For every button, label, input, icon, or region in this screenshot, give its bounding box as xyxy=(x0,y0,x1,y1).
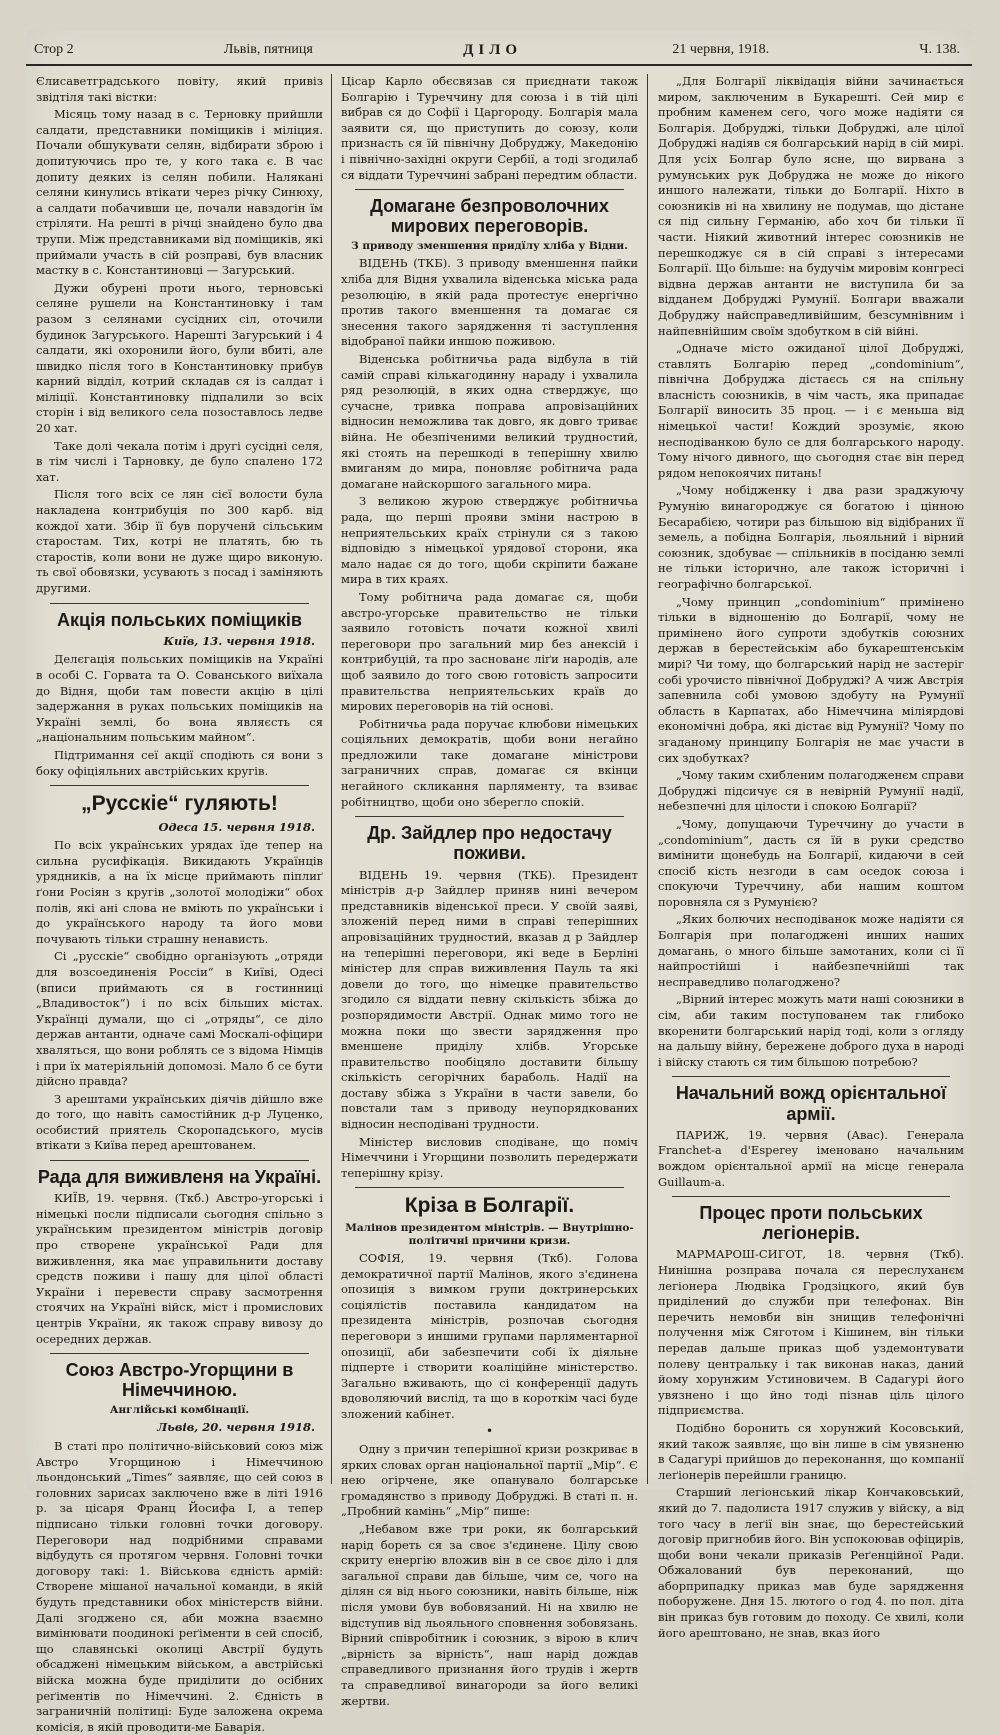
dateline: Одеса 15. червня 1918. xyxy=(158,819,315,834)
divider xyxy=(50,1353,309,1354)
paragraph: ПАРИЖ, 19. червня (Авас). Генерала Franchet-a d'Esperey іменовано начальним вождом орієнтальної армії на місце генерала Guillaum-a. xyxy=(658,1127,964,1189)
paragraph: ВІДЕНЬ (ТКБ). З приводу вменшення пайки хліба для Відня ухвалила віденська міська рада резолюцію, в якій рада протестує енергічно против такого вменшення та домагає ся знесення такого зарядження ті заступлення відобраної пайки иншою поживою. xyxy=(341,256,638,349)
article-title: Домагане безпроволочних мирових переговорів. xyxy=(370,196,609,237)
paragraph: Віденська робітничьа рада відбула в тій самій справі кількагодинну нараду і ухвалила ряд резолюцій, в яких одна стверджує, що сучасне, тривка поправа апровізаційних відносин неможлива так довго, як довго триває війна. Не обезпіченими великий трудностий, які стоять на перешкоді в теперішну хвилю вмиганям до мира, поновляє робітнича рада домагане найскоршого загального мира. xyxy=(341,352,638,491)
paragraph: СОФІЯ, 19. червня (Ткб). Голова демократичної партії Малінов, якого з'єдинена опозиція з вимком групи доктринерських соціялістів поставила кандидатом на президента міністрів, розпочав сьогодня переговори з иншими групами парляментарної опозиції, аби забезпечити собі їх діяльне підперте і створити коаліційне міністерство. Загально вживають, що сі конференції дадуть вдоволяючий вислід, та що в короткім часі буде зложений кабінет. xyxy=(341,1250,638,1421)
paragraph: „Небавом вже три роки, як болгарський нарід бореть ся за своє з'єдинене. Цілу свою скриту енергію вложив він в се своє діло і для загальної справи дав більше, чим се, чого на ділян ся від нього союзники, навіть більше, ніж після умови був вобовязаний. Ні на хвилю не відступив від льояльного сповнення зобовязань. Вірний співробітник і союзник, з вірою в клич „вірність за вірність“, наш нарід дождав справедливого признання його трудів і жертв та справедливої винагороди за його великі жертви. xyxy=(341,1522,638,1708)
paragraph: „Одначе місто ожиданої цілої Добруджі, ставлять Болгарію перед „condominium“, північна Добруджа дістаєсь ся на спільну власність союзників, в чім часть, яка припадає Болгарії виносить 35 проц. — і є меньша від німецької части! Кождий зрозуміє, якою несподіванкою було се для болгарського народу. Тому нічого дивного, що сьогодня стає він перед рядом непокоячих питань! xyxy=(658,341,964,480)
paragraph: МАРМАРОШ-СИГОТ, 18. червня (Ткб). Нинішна розправа почала ся переслуханєм легіонера Людвіка Гродзіцкого, який був приділений до служби при телефонах. Він перечить немовби він знищив телефонічні получення між Сяготом і Кішинем, він тільки передав дальше приказ щоб уздемонтувати полеву центральку і так виконав наказ, даний йому хорунжим Устиновичем. В Садагурі його увязнено і що йно тоді пізнав ціль цілого підприємства. xyxy=(658,1247,964,1418)
article-title: Акція польських поміщиків xyxy=(57,609,302,630)
article-subtitle: З приводу зменшення придїлу хліба у Відни. xyxy=(351,240,628,253)
column-3 xyxy=(648,74,972,1640)
divider xyxy=(672,1196,950,1197)
paper-title: ДІЛО xyxy=(463,41,523,58)
paragraph: Сі „русскіе“ свобідно організують „отряди для возсоединенія Россіи“ в Київі, Одесі (вписи приймають ся в гостинниці „Владивосток“) і по всіх більших містах. Українці думали, що сі „отряды“, се діло держав антанти, одначе самі Москалі-офіцири хваляться, що вони роблять се з відома Німців і при їх матеріяльній допомозі. Мало б се бути дійсно правда? xyxy=(36,949,323,1089)
divider xyxy=(355,1187,624,1188)
paragraph: Міністер висловив сподіване, що поміч Німеччини і Угорщини позволить передержати теперішну крізу. xyxy=(341,1134,638,1180)
paragraph: Цісар Карло обєсвязав ся приєднати також Болгарію і Туреччину для союза і в тій цілі вибрав ся до Софії і Царгороду. Болгарія мала заявити ся, що приступить до союзу, коли признасть ся їй північну Добруджу, Македонію і північно-західні округи Сербії, а тоді згодилаб ся віддати Туреччині забрані передтим области. xyxy=(341,74,638,182)
paragraph: Одну з причин теперішної кризи розкриває в ярких словах орган національної партії „Мір“. Є нею огірчене, яке опанувало болгарське громадянство з приводу Добруджі. В статі п. н. „Пробний камінь“ „Мір“ пише: xyxy=(341,1442,638,1519)
dateline: Львів, 20. червня 1918. xyxy=(157,1420,315,1435)
article-title: Начальний вожд орієнтальної армії. xyxy=(675,1083,947,1124)
article-title: Процес проти польських легіонерів. xyxy=(699,1203,923,1244)
divider xyxy=(50,785,309,786)
paragraph: В статі про політично-військовий союз між Австро Угорщиною і Німеччиною льондонський „Times“ заявляє, що сей союз в головних зарисах заключено вже в літі 1916 р. за цісаря Франц Йосифа І, а тепер підписано тільки головні точки договору. Переговори над подрібними справами відбудуть ся протягом червня. Головні точки договору такі: 1. Військова єдність армій: Створене мішаної начальної команди, в якій будуть представники обох міністерств війни. Далі згоджено ся, аби можна взаємно вимінювати поодинокі реґіменти в сей спосіб, що славянські околиці Австрії будуть обсаджені німецьким військом, а австрійські війска можна буде приділити до осібних реґіментів по Німеччині. 2. Єдність в заграничній політиці: Буде заложена окрема комісія, в якій проводити-ме Баварія. xyxy=(36,1439,323,1734)
paragraph: „Яких болючих несподіванок може надіяти ся Болгарія при полагоджені инших наших домагань, о много більше замотаних, коли сі її найпростійші і найбезпечнійші так несправедливо полагоджено? xyxy=(658,912,964,989)
paragraph: Старший легіонський лікар Кончаковський, який до 7. падолиста 1917 служив у війску, а від того часу в леґії він знає, що берестейський договір пригнобив його. Він успокоював офіцирів, щоби вони чекали приказів Реґенційної Ради. Обжалований був переконаний, що аборприпадку приказ мав буде зарядження поборужене. Дня 15. лютого о год 4. по пол. діта він приказ був готовим до походу. Се хвилі, коли його арештовано, не знав, вказ його xyxy=(658,1485,964,1640)
city-day: Львів, пятниця xyxy=(223,42,313,57)
paragraph: Підтримання сеї акції сподіють ся вони з боку офіціяльних австрійських кругів. xyxy=(36,747,323,778)
columns xyxy=(26,74,972,1734)
paragraph: З арештами українських діячів дійшло вже до того, що навіть самостійник д-р Луценко, особистий приятель Скоропадського, мусів втікати з Київа перед арештованем. xyxy=(36,1091,323,1153)
article-title: Союз Австро-Угорщини в Німеччиною. xyxy=(65,1360,294,1401)
issue-number: Ч. 138. xyxy=(919,42,960,57)
page-number: Стор 2 xyxy=(34,42,74,57)
paragraph: ВІДЕНЬ 19. червня (ТКБ). Президент міністрів д-р Зайдлер приняв нині вечером представників віденської преси. У своїй заяві, зложеній перед ними в справі теперішних апровізаційних трудностий, вказав д р Зайдлер на теперішні переговори, які веде в Берліні міністер для справ виживлення Пауль та які довели до того, що німецке правительство згодило ся віддати певну скількість збіжа до розпорядимости Австрії. Однак мимо того не можна поки що звести зарядження про вменшене приділу хлібв. Угорське правительство пообіцяло доставити більшу скількість сегорічних бараболь. Надії на доставу збіжа з України в части завели, бо повстали там з приводу неупорядкованих відносин несподівані трудности. xyxy=(341,867,638,1132)
article-subtitle: Малінов президентом міністрів. — Внутрішно-політичні причини кризи. xyxy=(345,1221,634,1247)
issue-date: 21 червня, 1918. xyxy=(672,42,770,57)
article-title: „Русскіе“ гуляють! xyxy=(81,792,278,816)
paragraph: КИЇВ, 19. червня. (Ткб.) Австро-угорські і німецькі посли підписали сьогодня спільно з українським президентом міністрів договір про створене української Ради для виживлення, яка має управильнити доставу средств поживи і пашу для цілої області України і перевести справу засмотрення стоячих на Україні війск, міст і промислових центрів України, як також справу вивозу до осередних держав. xyxy=(36,1191,323,1346)
paragraph: „Чому нобідженку і два рази зраджуючу Румунію винагороджує ся богатою і цінною Бесарабією, чотири раз більшою від відібраних її земель, а побідна Болгарія, льояльний і вірний союзник, здобуває — спільників в посіданю землі не тільки історично, але також історичні і географічно болгарської. xyxy=(658,483,964,591)
paragraph: „Чому принцип „condominium“ примінено тільки в відношенію до Болгарії, чому не примінено його супроти здобутків союзних держав в берестейськім або букарештенськім мирі? Чи тому, що болгарський нарід не застеріг собі урочисто північної Добруджі? А чиж Австрія запевнила собі умовою здобуту на Румунії область в Карпатах, або Німеччина міліярдові економічні добра, які дістає від Румунії? Чому по згаданому принципу Болгарія не має участи в сих здобутках? xyxy=(658,594,964,765)
article-title: Рада для виживленя на Україні. xyxy=(37,1167,322,1188)
paragraph: Робітничьа рада поручає клюбови німецьких соціяльних демократів, щоби вони негайно предложили таке домагане міністрови заграничних справ, домагає ся вкінци негайного скликання парляменту, та взиває робітництво, щоби оно зберегло спокій. xyxy=(341,716,638,809)
paragraph: Делєгація польських поміщиків на Україні в особі С. Горвата та О. Сованського виїхала до Відня, щоби там повести акцію в цілі задержання в руках польських поміщиків на Україні землі, бо вона являєсть ся „національним польським майном“. xyxy=(36,652,323,745)
paragraph: По всіх українських урядах їде тепер на сильна русифікація. Викидають Українців урядників, а на їх місце приймають піплиґ ґони Росіян з кругів „золотої молодіжи“ обох полів, які ані слова не вміють по українськи і до українського народу та його мови почувають тільки страшну ненависть. xyxy=(36,838,323,946)
paragraph: Дужи обурені проти нього, терновські селяне рушели на Константиновку і там разом з селянами сусідних сіл, оточили будинок Загурського. Нарешті Загурський і 4 салдати, які охоронили його, були вбиті, але швидко після того в Константиновку прибув карний відділ, котрий складав ся із салдат і міліції. Константиновку підпалили зо всіх сторін і від великого села позоставлось ледве 20 хат. xyxy=(36,280,323,436)
column-2 xyxy=(332,74,648,1708)
divider xyxy=(672,1076,950,1077)
paragraph: „Чому таким схибленим полагодженєм справи Добруджі підсичує ся в невірній Румунії надії, небезпечні для цілости і спокою Болгарії? xyxy=(658,768,964,814)
article-title: Др. Зайдлер про недостачу поживи. xyxy=(367,823,612,864)
paragraph: „Для Болгарії ліквідація війни зачинається миром, заключеним в Букарешті. Сей мир є пробним каменем сего, чого може надіяти ся Болгарія. Добруджі, тільки Добруджі, але цілої Добруджі надіяв ся болгарський нарід в сій мирі. Для усіх Болгар було ясне, що вирвана з румунських рук Добруджа не може до нікого иншого належати, тільки до Болгарії. Ніхто в союзників ні на хвилину не подумав, що дістане ся під сильну Германію, або хоч би тільки її части. Ніякий животний інтерес союзників не перешкоджує ся в сій справі з інтересами Болгарії. Що більше: на будучім мировім конгресі відвна держав антанти не виступила би за відданем Добруджі Румунії. Болгари вважали Добруджу найсправедливійшим, безсумнівним і найпевнійшим своїм здобутком в сій війні. xyxy=(658,74,964,338)
section-separator: • xyxy=(485,1424,494,1439)
column-1 xyxy=(26,74,332,1734)
paragraph: „Чому, допущаючи Туреччину до участи в „condominium“, дасть ся їй в руки средство вимінити щонебудь на Болгарії, кидаючи в сей спосіб кість незгоди в сам оседок союза і спокуючи Туреччину, аби нашим коштом поровняла ся з Румунією? xyxy=(658,816,964,909)
dateline: Київ, 13. червня 1918. xyxy=(163,633,315,648)
article-subtitle: Англійські комбінації. xyxy=(109,1404,250,1417)
paragraph: Місяць тому назад в с. Терновку прийшли салдати, представники поміщиків і міліция. Почали обшукувати селян, відбирати зброю і допитуючись про те, у кого така є. В час допиту деяких із селян побили. Налякані селяни кинулись втікати через річку Синюху, а салдати побачивши це, почали навздогін їм стріляти. На решті в річці знайдено було два трупи. Між представниками від поміщиків, які приймали участь в сій розправі, був власник мастку в с. Константиновці — Загурський. xyxy=(36,107,323,278)
article-title: Кріза в Болгарії. xyxy=(404,1194,575,1218)
paragraph: Таке долі чекала потім і другі сусідні селя, в тім числі і Тарновку, де було спалено 172 хат. xyxy=(36,438,323,484)
divider xyxy=(355,189,624,190)
divider xyxy=(50,1160,309,1161)
divider xyxy=(50,603,309,604)
paragraph: Тому робітнича рада домагає ся, щоби австро-угорське правительство не тільки заявило готовість почати кожної хвилі переговори про загальний мир без анексій і контрибуцій, та про заснованє ліґи народів, але щоб заявило до того свою готовість запросити правительства неприятельських країв до мирових переговорів на тій основі. xyxy=(341,589,638,714)
divider xyxy=(355,816,624,817)
newspaper-page xyxy=(26,30,972,1734)
paragraph: З великою журою стверджує робітничьа рада, що перші прояви зміни настрою в неприятельських країх стрінули ся з такою відповідю з німецької урядової сторони, яка мало надає ся до того, щоби скріпити бажане мира в тих краях. xyxy=(341,494,638,587)
paragraph: Єлисаветградського повіту, який привіз звідтіля такі вістки: xyxy=(36,74,323,104)
masthead xyxy=(26,36,972,66)
paragraph: Подібно боронить ся хорунжий Косовський, який також заявляє, що він лише в сім увязненю в Садагурі прийшов до переконання, що компанії леґіонерів перейшли границю. xyxy=(658,1420,964,1482)
paragraph: Після того всіх се лян сієї волости була накладена контрибуція по 300 карб. від кождої хати. Збір її був порученй сільським старостам. Тих, котрі не платять, бю ть старостів, коли вони не дуже щиро виконую. ть свої обовязки, усувають з посад і заміняють другими. xyxy=(36,487,323,595)
paragraph: „Вірний інтерес можуть мати наші союзники в сім, аби таким поступованем так глибоко вкоренити болгарський нарід тоді, коли з огляду на дальшу війну, бережене доброго духа в народі і війску стають ся тим більшою потребою? xyxy=(658,992,964,1069)
